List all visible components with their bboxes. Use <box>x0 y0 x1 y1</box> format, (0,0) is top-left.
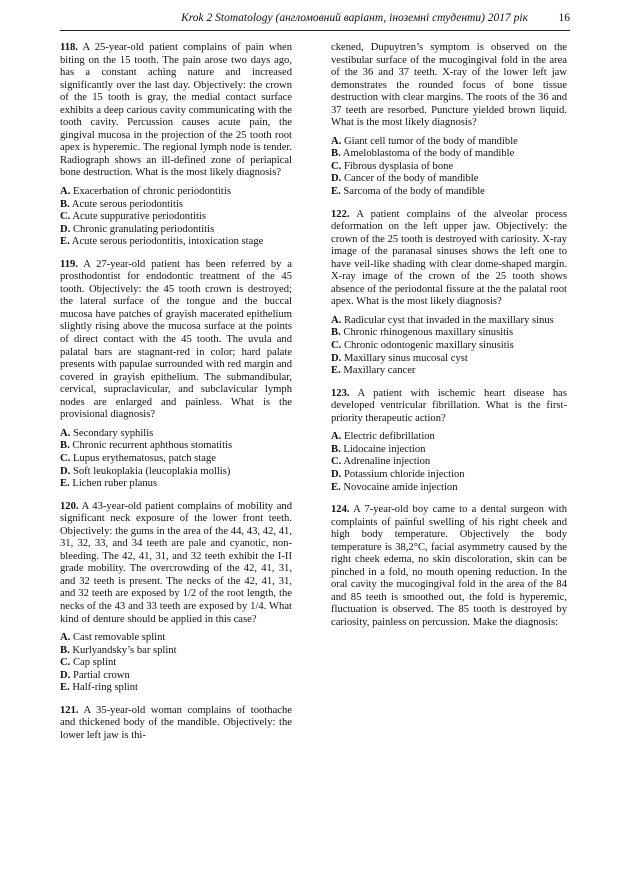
option-a: A. Exacerbation of chronic periodontitis <box>60 186 231 198</box>
option-b: B. Kurlyandsky’s bar splint <box>60 644 177 656</box>
option-c: C. Cap splint <box>60 657 117 669</box>
option-a: A. Cast removable splint <box>60 632 166 644</box>
question-text: A 7-year-old boy came to a dental surgeon with complaints of painful swelling of his right cheek and high body temperature. Objectively the body temperature is 38,2°C, facial asymmetry caused by the right cheek edema, no skin discoloration, skin can be pinched in a fold, no mouth opening reduction. In the oral cavity the mucogingival fold in the area of the 84 and 85 teeth is smoothed out, the fold is hyperemic, fluctuation is observed. The 85 tooth is destroyed by cariosity, painless on percussion. Make the diagnosis: <box>331 504 567 628</box>
question-text: A patient complains of the alveolar process deformation on the left upper jaw. Objectively: the crown of the 25 tooth is destroyed with cariosity. X-ray image of the paranasal sinuses shows the left one to have veil-like shading with clear dome-shaped margin. X-ray image of the crown of the 25 tooth shows absence of the periodontal fissure at the the palatal root apex. What is the most likely diagnosis? <box>331 208 567 308</box>
option-d: D. Soft leukoplakia (leucoplakia mollis) <box>60 465 231 477</box>
right-column <box>331 42 567 636</box>
option-e: E. Novocaine amide injection <box>331 481 458 493</box>
option-c: C. Chronic odontogenic maxillary sinusitis <box>331 340 514 352</box>
option-d: D. Maxillary sinus mucosal cyst <box>331 352 468 364</box>
question-118 <box>60 42 292 180</box>
page-header <box>60 12 570 30</box>
question-number: 121. <box>60 704 79 716</box>
question-number: 120. <box>60 500 79 512</box>
question-number: 122. <box>331 208 350 220</box>
options-122 <box>331 315 567 378</box>
question-119 <box>60 259 292 422</box>
option-c: C. Fibrous dysplasia of bone <box>331 160 454 172</box>
option-a: A. Radicular cyst that invaded in the maxillary sinus <box>331 314 554 326</box>
option-b: B. Acute serous periodontitis <box>60 198 184 210</box>
question-number: 118. <box>60 42 78 53</box>
option-d: D. Chronic granulating periodontitis <box>60 223 215 235</box>
options-121 <box>331 136 567 199</box>
question-121 <box>60 705 292 743</box>
option-d: D. Partial crown <box>60 669 130 681</box>
header-rule <box>60 30 570 31</box>
option-b: B. Ameloblastoma of the body of mandible <box>331 148 515 160</box>
question-text: A 27-year-old patient has been referred by a prosthodontist for endodontic treatment of the 45 tooth. Objectively: the 45 tooth crown is destroyed; the lateral surface of the tongue and the buccal mucosa have patches of grayish macerated epithelium slightly rising above the mucosa surface at the points of direct contact with the 45 tooth. The uvula and palatal bars are stagnant-red in color; hard palate presents with papulae surrounded with red margin and covered in grayish epithelium. The submandibular, cervical, supraclavicular, and subclavicular lymph nodes are enlarged and painless. What is the provisional diagnosis? <box>60 258 292 421</box>
option-e: E. Maxillary cancer <box>331 365 416 377</box>
options-118 <box>60 186 292 249</box>
question-124 <box>331 504 567 629</box>
option-a: A. Giant cell tumor of the body of mandible <box>331 135 518 147</box>
option-b: B. Lidocaine injection <box>331 443 426 455</box>
header-title: Krok 2 Stomatology (англомовний варіант, іноземні студенти) 2017 рік <box>181 12 528 24</box>
option-e: E. Sarcoma of the body of mandible <box>331 186 485 198</box>
question-text: A 43-year-old patient complains of mobility and significant neck exposure of the lower front teeth. Objectively: the gums in the area of the 44, 43, 42, 41, 31, 32, 33, and 34 teeth are pale and cyanotic, non-bleeding. The 42, 41, 31, and 32 teeth exhibit the I-II grade mobility. The overcrowding of the 42, 41, 31, and 32 teeth is present. The necks of the 42, 41, 31, and 32 teeth are exposed by 1/2 of the root length, the necks of the 43 and 33 teeth are exposed by 1/4. What kind of denture should be applied in this case? <box>60 500 292 625</box>
options-120 <box>60 632 292 695</box>
options-119 <box>60 428 292 491</box>
question-120 <box>60 501 292 626</box>
option-d: D. Potassium chloride injection <box>331 468 465 480</box>
option-c: C. Adrenaline injection <box>331 456 431 468</box>
question-text: A patient with ischemic heart disease has developed ventricular fibrillation. What is the first-priority therapeutic action? <box>331 387 567 424</box>
option-c: C. Lupus erythematosus, patch stage <box>60 452 216 464</box>
option-a: A. Secondary syphilis <box>60 427 154 439</box>
question-123 <box>331 388 567 426</box>
option-c: C. Acute suppurative periodontitis <box>60 211 206 223</box>
option-b: B. Chronic rhinogenous maxillary sinusitis <box>331 327 514 339</box>
question-number: 119. <box>60 258 78 270</box>
option-b: B. Chronic recurrent aphthous stomatitis <box>60 440 233 452</box>
option-a: A. Electric defibrillation <box>331 431 435 443</box>
page-number: 16 <box>558 12 570 24</box>
option-e: E. Acute serous periodontitis, intoxication stage <box>60 236 264 248</box>
option-d: D. Cancer of the body of mandible <box>331 173 479 185</box>
question-122 <box>331 209 567 309</box>
options-123 <box>331 431 567 494</box>
left-column <box>60 42 292 748</box>
question-number: 124. <box>331 504 350 516</box>
option-e: E. Lichen ruber planus <box>60 478 158 490</box>
question-number: 123. <box>331 387 350 399</box>
question-121-continuation: ckened, Dupuytren’s symptom is observed on the vestibular surface of the mucogingival fold in the area of the 36 and 37 teeth. X-ray of the lower left jaw demonstrates the rounded focus of bone tissue destruction with clear margins. The roots of the 36 and 37 teeth are resorbed. Puncture yielded brown liquid. What is the most likely diagnosis? <box>331 42 567 129</box>
option-e: E. Half-ring splint <box>60 682 138 694</box>
question-text: A 35-year-old woman complains of toothache and thickened body of the mandible. Objectively: the lower left jaw is thi- <box>60 704 292 741</box>
question-text: A 25-year-old patient complains of pain when biting on the 15 tooth. The pain arose two days ago, has a constant aching nature and increased significantly over the last day. Objectively: the crown of the 15 tooth is gray, the medial contact surface exhibits a deep carious cavity communicating with the tooth cavity. Percussion causes acute pain, the gingival mucosa in the projection of the 25 tooth root apex is hyperemic. The regional lymph node is tender. Radiograph shows an ill-defined zone of periapical bone destruction. What is the most likely diagnosis? <box>60 42 292 179</box>
